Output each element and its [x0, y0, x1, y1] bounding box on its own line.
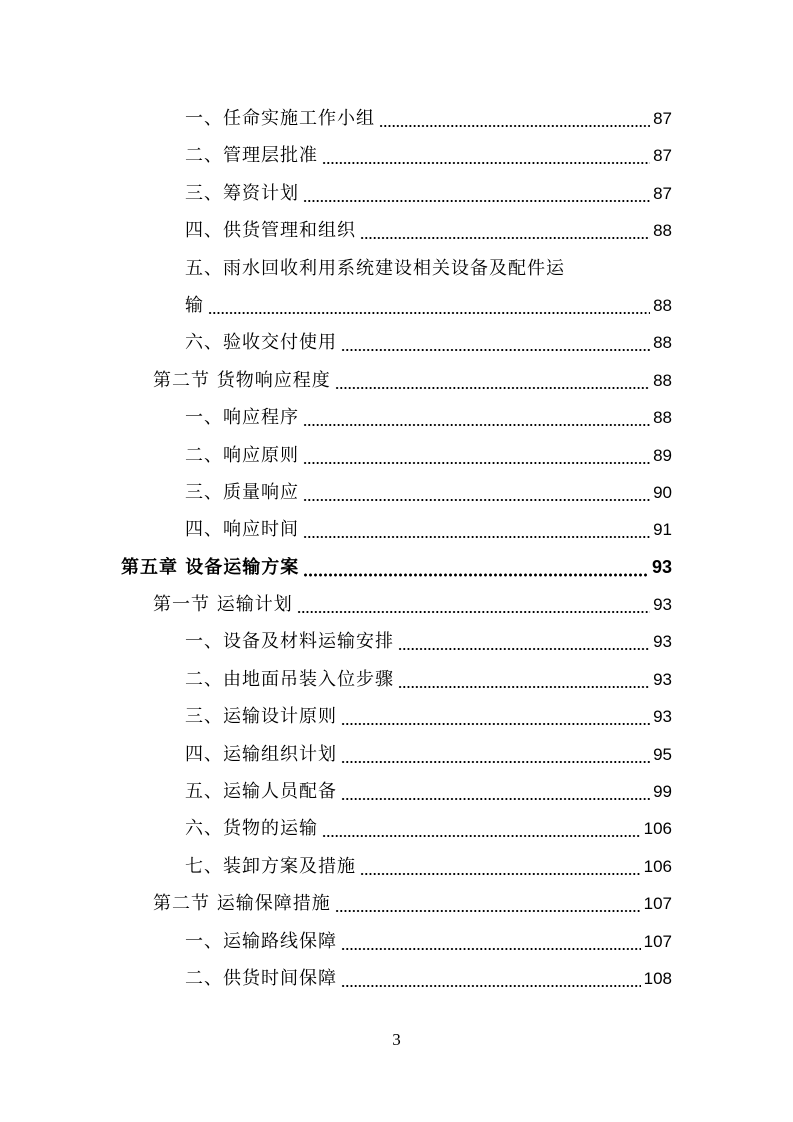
toc-entry[interactable] [0, 810, 793, 847]
toc-entry[interactable] [0, 437, 793, 474]
toc-leader-dots [322, 810, 641, 847]
toc-entry-page: 90 [653, 482, 672, 502]
toc-leader-dots [379, 100, 650, 137]
toc-entry[interactable] [0, 736, 793, 773]
toc-entry-page: 88 [653, 333, 672, 353]
toc-leader-dots [341, 923, 641, 960]
toc-entry-page: 93 [653, 632, 672, 652]
toc-leader-dots [341, 773, 650, 810]
toc-leader-dots [297, 586, 650, 623]
toc-leader-dots [335, 362, 650, 399]
toc-entry-label: 七、装卸方案及措施 [185, 855, 356, 877]
toc-entry-page: 88 [653, 221, 672, 241]
toc-section-entry[interactable] [0, 586, 793, 623]
toc-entry-page: 93 [651, 556, 672, 577]
toc-entry-page: 93 [653, 669, 672, 689]
toc-leader-dots [360, 848, 641, 885]
toc-entry-label: 五、运输人员配备 [185, 781, 337, 803]
toc-entry[interactable] [0, 212, 793, 249]
toc-entry-label: 四、供货管理和组织 [185, 220, 356, 242]
toc-entry-label: 六、货物的运输 [185, 818, 318, 840]
toc-entry-label: 第二节 运输保障措施 [153, 893, 331, 915]
toc-entry-label: 一、运输路线保障 [185, 930, 337, 952]
toc-entry-page: 106 [643, 856, 672, 876]
toc-entry-page: 88 [653, 370, 672, 390]
toc-entry[interactable] [0, 511, 793, 548]
toc-entry-wrapped-continuation[interactable] [0, 287, 793, 324]
toc-entry-label: 第五章 设备运输方案 [121, 556, 300, 578]
toc-entry[interactable] [0, 661, 793, 698]
toc-leader-dots [208, 287, 650, 324]
toc-entry-label: 第二节 货物响应程度 [153, 369, 331, 391]
toc-entry-page: 88 [653, 295, 672, 315]
toc-entry-wrapped-first-line[interactable] [0, 250, 793, 287]
toc-entry-label: 一、设备及材料运输安排 [185, 631, 394, 653]
toc-entry[interactable] [0, 175, 793, 212]
toc-entry-label: 二、管理层批准 [185, 145, 318, 167]
toc-leader-dots [303, 474, 650, 511]
toc-entry-page: 99 [653, 782, 672, 802]
toc-entry-label: 五、雨水回收利用系统建设相关设备及配件运 [185, 257, 565, 279]
toc-leader-dots [341, 736, 650, 773]
toc-entry[interactable] [0, 474, 793, 511]
toc-entry[interactable] [0, 324, 793, 361]
toc-chapter-entry[interactable] [0, 549, 793, 586]
toc-entry-page: 87 [653, 109, 672, 128]
toc-entry-label: 三、筹资计划 [185, 182, 299, 204]
toc-leader-dots [303, 549, 649, 586]
toc-entry-label: 二、响应原则 [185, 444, 299, 466]
toc-entry-label: 第一节 运输计划 [153, 594, 293, 616]
toc-leader-dots [322, 137, 650, 174]
toc-entry-label: 三、质量响应 [185, 481, 299, 503]
toc-entry-page: 106 [643, 819, 672, 839]
toc-entry-label: 二、由地面吊装入位步骤 [185, 668, 394, 690]
toc-leader-dots [335, 885, 641, 922]
toc-leader-dots [303, 511, 650, 548]
toc-entry-page: 93 [653, 595, 672, 615]
toc-entry-label: 六、验收交付使用 [185, 332, 337, 354]
toc-entry-page: 107 [643, 894, 672, 914]
toc-leader-dots [398, 661, 650, 698]
toc-entry[interactable] [0, 100, 793, 137]
toc-entry[interactable] [0, 773, 793, 810]
toc-entry[interactable] [0, 623, 793, 660]
toc-leader-dots [341, 324, 650, 361]
toc-entry[interactable] [0, 960, 793, 997]
toc-leader-dots [341, 698, 650, 735]
toc-entry-page: 89 [653, 445, 672, 465]
toc-entry[interactable] [0, 399, 793, 436]
toc-entry-page: 93 [653, 707, 672, 727]
toc-entry[interactable] [0, 698, 793, 735]
toc-entry[interactable] [0, 848, 793, 885]
toc-entry-page: 88 [653, 408, 672, 428]
toc-leader-dots [303, 399, 650, 436]
toc-entry-page: 87 [653, 146, 672, 166]
toc-entry-page: 108 [643, 968, 672, 988]
toc-entry-page: 95 [653, 744, 672, 764]
toc-entry-label: 一、任命实施工作小组 [185, 108, 375, 129]
toc-leader-dots [360, 212, 650, 249]
toc-entry-label: 四、响应时间 [185, 519, 299, 541]
toc-entry-page: 87 [653, 183, 672, 203]
toc-leader-dots [303, 175, 650, 212]
toc-entry-label: 四、运输组织计划 [185, 743, 337, 765]
toc-entry-label: 二、供货时间保障 [185, 967, 337, 989]
toc-entry-label-continued: 输 [185, 294, 204, 316]
toc-entry-label: 三、运输设计原则 [185, 706, 337, 728]
toc-leader-dots [341, 960, 641, 997]
table-of-contents [0, 100, 793, 997]
toc-entry[interactable] [0, 923, 793, 960]
toc-entry-page: 91 [653, 520, 672, 540]
toc-section-entry[interactable] [0, 362, 793, 399]
toc-entry[interactable] [0, 137, 793, 174]
toc-section-entry[interactable] [0, 885, 793, 922]
toc-entry-page: 107 [643, 931, 672, 951]
toc-leader-dots [303, 437, 650, 474]
toc-leader-dots [398, 623, 650, 660]
toc-entry-label: 一、响应程序 [185, 407, 299, 429]
page-number: 3 [392, 1030, 401, 1049]
